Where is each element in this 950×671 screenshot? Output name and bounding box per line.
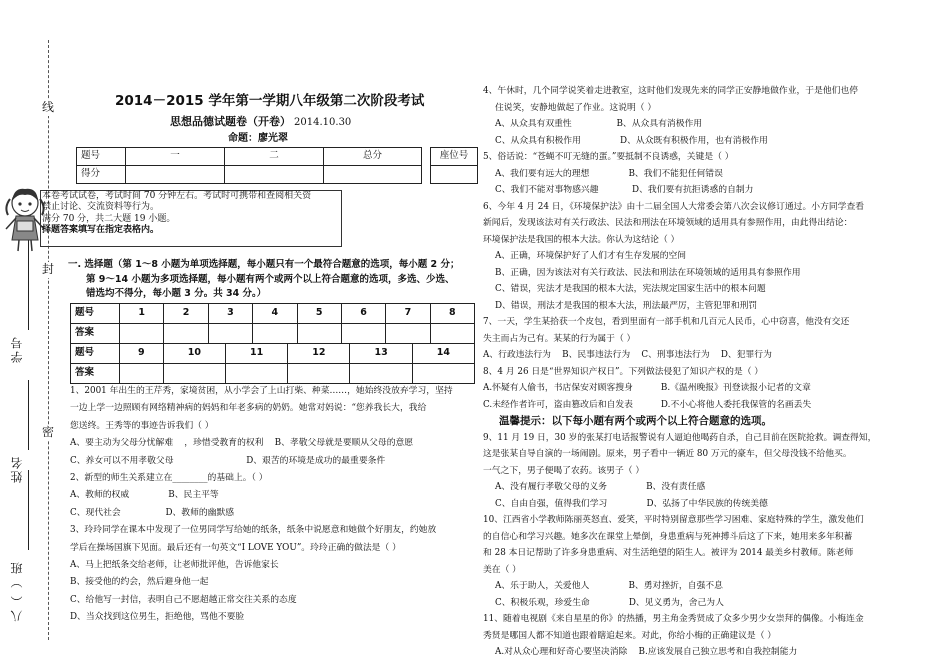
answer-cell[interactable] [341, 324, 385, 344]
section1-instructions [68, 258, 459, 302]
question-option: B、接受他的约会，然后避身他一起 [70, 577, 209, 588]
right-question-list [483, 83, 943, 661]
name-underline [28, 380, 29, 450]
question-line: 秀贤是哪国人都不知道也跟着瞎追起来。对此，你给小梅的正确建议是（ ） [483, 630, 777, 641]
question-option: A、没有履行孝敬父母的义务 B、没有责任感 [495, 482, 706, 492]
question-option: B、正确，因为该法对有关行政法、民法和刑法在环境领域的适用具有参照作用 [495, 267, 801, 278]
question-line: 7、一天，学生某拾获一个皮包，看到里面有一部手机和几百元人民币，心中窃喜，他没有交还 [483, 317, 850, 327]
question-option: C、养女可以不用孝敬父母 D、艰苦的环境是成功的最重要条件 [70, 455, 386, 466]
question-line: 1、2001 年出生的王芹秀，家境贫困，从小学会了上山打柴、种菜……，她始终没放弃学习，坚持 [70, 386, 453, 396]
question-line: 4、午休时，几个同学说笑着走进教室，这时他们发现先来的同学正安静地做作业，于是他们也停 [483, 86, 859, 96]
notice-line: 满分 70 分，共二大题 19 小题。 [42, 213, 176, 224]
answer-cell[interactable] [163, 364, 225, 384]
answer-qnum: 11 [225, 344, 287, 364]
exam-date: 2014.10.30 [294, 117, 352, 128]
question-option: A、要主动为父母分忧解难 ，珍惜受教育的权利 B、孝敬父母就是要顺从父母的意愿 [70, 438, 414, 449]
section1-line: 第 9～14 小题为多项选择题，每小题有两个或两个以上符合题意的选项，多选、少选、 [86, 273, 455, 285]
question-line: 住说笑，安静地做起了作业。这说明（ ） [495, 102, 657, 113]
seat-table [430, 147, 478, 184]
notice-line: 择题答案填写在指定表格内。 [42, 224, 160, 235]
question-option: C、自由自强，值得我们学习 D、弘扬了中华民族的传统美德 [495, 498, 768, 509]
question-option: A、乐于助人，关爱他人 B、勇对挫折，自强不息 [495, 581, 723, 591]
question-option: C、积极乐观，珍爱生命 D、见义勇为，舍己为人 [495, 597, 724, 608]
answer-cell[interactable] [225, 364, 287, 384]
question-option: C、现代社会 D、教师的幽默感 [70, 507, 235, 518]
notice-line: 禁止讨论、交流资料等行为。 [42, 202, 160, 213]
answer-qnum: 8 [430, 304, 474, 324]
question-line: 8、4 月 26 日是“世界知识产权日”。下列做法侵犯了知识产权的是（ ） [483, 366, 764, 377]
answer-cell[interactable] [120, 364, 164, 384]
question-line: 10、江西省小学教师陈丽英怒直、爱笑，平时特别留意那些学习困难、家庭特殊的学生，激发他们 [483, 515, 864, 525]
question-option: A、行政违法行为 B、民事违法行为 C、刑事违法行为 D、犯罪行为 [483, 350, 772, 360]
answer-cell[interactable] [164, 324, 208, 344]
question-line: 5、俗话说：“苍蝇不叮无缝的蛋。”要抵制不良诱惑，关键是（ ） [483, 152, 734, 162]
answer-qnum: 2 [164, 304, 208, 324]
binding-feng: 封 [42, 262, 55, 276]
section1-line: 一. 选择题（第 1～8 小题为单项选择题，每小题只有一个最符合题意的选项，每小题 2 分； [68, 259, 460, 270]
binding-mi: 密 [42, 425, 55, 439]
answer-cell[interactable] [350, 364, 412, 384]
question-option: A.怀疑有人偷书，书店保安对顾客搜身 B.《温州晚报》刊登读报小记者的文章 [483, 383, 811, 393]
question-option: A、马上把纸条交给老师，让老师批评他，告诉他家长 [70, 560, 279, 571]
question-line: 的自信心和学习兴趣。她多次在课堂上晕倒，身患重病与死神搏斗后这了下来，她用来多年积蓄 [483, 531, 853, 542]
score-table [76, 147, 422, 184]
answer-qnum: 7 [386, 304, 430, 324]
answer-qnum: 9 [120, 344, 164, 364]
seat-input-cell[interactable] [431, 166, 478, 184]
answer-label: 答案 [71, 324, 120, 344]
question-line: 美在（ ） [483, 564, 521, 575]
answer-qnum: 14 [412, 344, 474, 364]
answer-qnum: 13 [350, 344, 412, 364]
exam-author: 命题：廖光翠 [228, 133, 288, 144]
question-line: 6、今年 4 月 24 日，《环境保护法》由十二届全国人大常委会第八次会议修订通过。小方同学查看 [483, 201, 865, 212]
tip-heading: 温馨提示：以下每小题有两个或两个以上符合题意的选项。 [499, 415, 772, 427]
question-option: C、给他写一封信，表明自己不愿超越正常交往关系的态度 [70, 594, 297, 605]
answer-qnum: 1 [120, 304, 164, 324]
question-line: 失主而占为己有。某某的行为属于（ ） [483, 333, 636, 344]
exam-subtitle-row [170, 115, 351, 129]
answer-qnum: 3 [208, 304, 252, 324]
answer-qnum: 10 [163, 344, 225, 364]
binding-class-label: 八（ ）班 [10, 560, 24, 622]
answer-cell[interactable] [120, 324, 164, 344]
question-option: D、当众找到这位男生，拒绝他，骂他不要脸 [70, 612, 245, 623]
answer-table-2 [70, 343, 475, 384]
answer-cell[interactable] [430, 324, 474, 344]
question-line: 2、新型的师生关系建立在________的基础上。（ ） [70, 473, 268, 484]
question-option: A、从众具有双重性 B、从众具有消极作用 [495, 119, 703, 129]
score-input-cell[interactable] [225, 166, 324, 184]
notice-text [42, 191, 311, 236]
question-line: 学后在操场国旗下见面。最后还有一句英文“I LOVE YOU”。玲玲正确的做法是（ ） [70, 542, 401, 553]
question-option: C、从众具有积极作用 D、从众既有积极作用，也有消极作用 [495, 135, 768, 146]
answer-qnum: 4 [253, 304, 297, 324]
question-line: 11、随着电视剧《来自星星的你》的热播，男主角金秀贤成了众多少男少女崇拜的偶像。小梅连金 [483, 614, 864, 624]
question-option: A、我们要有远大的理想 B、我们不能犯任何错误 [495, 168, 723, 179]
question-option: A.对从众心理和好奇心要坚决消除 B.应该发展自己独立思考和自我控制能力 [495, 647, 798, 657]
answer-cell[interactable] [253, 324, 297, 344]
score-input-cell[interactable] [126, 166, 225, 184]
question-line: 和 28 本日记帮助了许多身患重病、对生活绝望的陌生人。被评为 2014 最美乡村教师。陈老师 [483, 548, 854, 558]
question-option: C、我们不能对事物感兴趣 D、我们要有抗拒诱惑的自制力 [495, 185, 754, 195]
left-question-list [70, 383, 475, 627]
question-line: 3、玲玲同学在课本中发现了一位男同学写给她的纸条，纸条中说愿意和她做个好朋友，约她放 [70, 525, 437, 536]
answer-cell[interactable] [297, 324, 341, 344]
class-underline [28, 470, 29, 550]
question-line: 您送终。王秀等的事迹告诉我们（ ） [70, 420, 214, 431]
answer-qnum: 5 [297, 304, 341, 324]
answer-cell[interactable] [208, 324, 252, 344]
seat-label: 座位号 [431, 148, 478, 166]
answer-qnum-label: 题号 [71, 344, 120, 364]
score-header-cell: 题号 [77, 148, 126, 166]
exam-subtitle: 思想品德试题卷（开卷） [170, 115, 291, 128]
answer-qnum-label: 题号 [71, 304, 120, 324]
answer-qnum: 12 [288, 344, 350, 364]
score-header-cell: 一 [126, 148, 225, 166]
answer-table-1 [70, 303, 475, 344]
binding-name-label: 姓名 [10, 455, 24, 483]
question-option: C.未经作者许可，盗由篡改后和自发表 D.不小心将他人委托我保管的名画丢失 [483, 399, 812, 410]
exam-title: 2014－2015 学年第一学期八年级第二次阶段考试 [115, 93, 425, 109]
score-label-cell: 得分 [77, 166, 126, 184]
score-header-cell: 总分 [324, 148, 422, 166]
notice-line: 本卷考试试卷，考试时间 70 分钟左右。考试时可携带和查阅相关资 [42, 191, 312, 201]
question-option: A、正确，环境保护好了人们才有生存发展的空间 [495, 251, 687, 261]
question-option: D、错误，刑法才是我国的根本大法，刑法最严厉，主管犯罪和刑罚 [495, 300, 758, 311]
answer-cell[interactable] [386, 324, 430, 344]
answer-cell[interactable] [412, 364, 474, 384]
score-input-cell[interactable] [324, 166, 422, 184]
answer-label: 答案 [71, 364, 120, 384]
question-line: 环境保护法是我国的根本大法。你认为这结论（ ） [483, 234, 680, 245]
binding-id-label: 学号 [10, 335, 24, 363]
question-line: 这是张某自导自演的一场闹剧。原来，男子看中一辆近 80 万元的豪车，但父母没钱不给他买。 [483, 449, 852, 459]
answer-cell[interactable] [288, 364, 350, 384]
score-header-cell: 二 [225, 148, 324, 166]
question-line: 新闻后，发现该法对有关行政法、民法和刑法在环境领域的适用具有参照作用，由此得出结论： [483, 218, 853, 228]
question-option: C、错误，宪法才是我国的根本大法，宪法规定国家生活中的根本问题 [495, 284, 766, 294]
answer-qnum: 6 [341, 304, 385, 324]
question-line: 一边上学一边照顾有网络精神病的妈妈和年老多病的奶奶。她常对妈说：“您养我长大，我给 [70, 403, 427, 414]
binding-xian: 线 [42, 100, 55, 114]
question-line: 9、11 月 19 日，30 岁的张某打电话报警说有人逼迫他喝药自杀，自己目前在医院抢救。调查得知， [483, 432, 877, 443]
question-option: A、教师的权威 B、民主平等 [70, 490, 219, 501]
binding-dashed-line [48, 40, 49, 640]
section1-line: 错选均不得分，每小题 3 分。共 34 分。） [86, 288, 267, 300]
question-line: 一气之下，男子便喝了农药。该男子（ ） [483, 465, 645, 476]
